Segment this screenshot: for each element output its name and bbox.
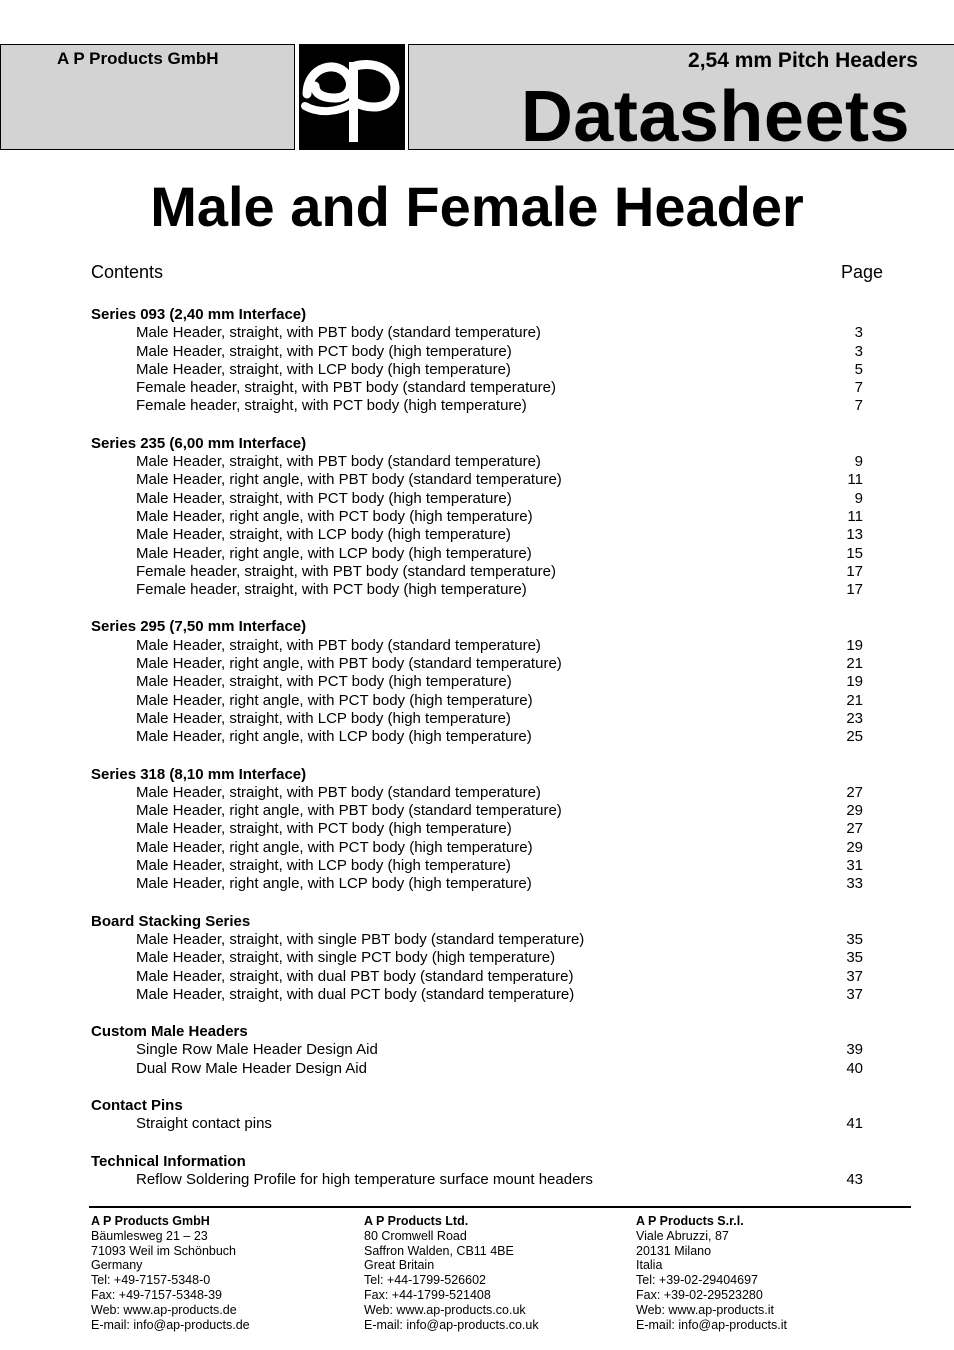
toc-section: [91, 766, 871, 894]
toc-entry-label: Male Header, straight, with PBT body (standard temperature): [136, 453, 541, 471]
footer-line: Bäumlesweg 21 – 23: [91, 1228, 208, 1243]
toc-entry[interactable]: [91, 839, 871, 857]
toc-entry[interactable]: [91, 710, 871, 728]
toc-entry-page: 7: [854, 397, 863, 415]
toc-section: [91, 1023, 871, 1078]
toc-entry-page: 5: [854, 360, 863, 378]
footer-email-link[interactable]: E-mail: info@ap-products.de: [91, 1317, 250, 1332]
toc-entry[interactable]: [91, 931, 871, 949]
toc-entry-page: 40: [846, 1059, 863, 1077]
footer-address-germany: [91, 1214, 250, 1332]
footer-line: Tel: +44-1799-526602: [364, 1273, 486, 1288]
header-company-box: [0, 44, 295, 150]
ap-logo-graphic: [299, 44, 405, 150]
toc-entry-page: 9: [854, 489, 863, 507]
toc-entry-label: Reflow Soldering Profile for high temperature surface mount headers: [136, 1170, 593, 1188]
toc-entry-page: 29: [846, 802, 863, 820]
footer-line: Fax: +44-1799-521408: [364, 1287, 491, 1302]
toc-entry-label: Male Header, straight, with dual PCT body (standard temperature): [136, 985, 575, 1003]
toc-entry-page: 19: [846, 636, 863, 654]
toc-entry[interactable]: [91, 1115, 871, 1133]
toc-entry-label: Male Header, right angle, with LCP body (high temperature): [136, 544, 532, 562]
toc-entry-label: Male Header, straight, with dual PBT body (standard temperature): [136, 967, 574, 985]
toc-entry-page: 13: [846, 526, 863, 544]
toc-entry-label: Female header, straight, with PCT body (high temperature): [136, 581, 527, 599]
toc-entry-page: 33: [846, 875, 863, 893]
toc-entry[interactable]: [91, 820, 871, 838]
toc-section-title: Contact Pins: [91, 1096, 183, 1114]
toc-entry-label: Male Header, straight, with LCP body (high temperature): [136, 526, 511, 544]
toc-entry[interactable]: [91, 471, 871, 489]
toc-entry[interactable]: [91, 784, 871, 802]
toc-entry[interactable]: [91, 453, 871, 471]
toc-entry[interactable]: [91, 397, 871, 415]
toc-section-title: Technical Information: [91, 1152, 246, 1170]
toc-entry-page: 27: [846, 783, 863, 801]
toc-entry[interactable]: [91, 692, 871, 710]
footer-line: Fax: +39-02-29523280: [636, 1287, 763, 1302]
toc-section: [91, 618, 871, 746]
toc-section-title: Board Stacking Series: [91, 912, 251, 930]
toc-entry[interactable]: [91, 968, 871, 986]
toc-entry[interactable]: [91, 802, 871, 820]
header-product-box: [408, 44, 954, 157]
footer-email-link[interactable]: E-mail: info@ap-products.it: [636, 1317, 787, 1332]
footer-web-link[interactable]: Web: www.ap-products.co.uk: [364, 1302, 526, 1317]
toc-entry-page: 17: [846, 581, 863, 599]
footer-company-name: A P Products S.r.l.: [636, 1214, 744, 1228]
toc-entry-page: 15: [846, 544, 863, 562]
toc-entry-page: 11: [847, 507, 863, 525]
toc-entry[interactable]: [91, 324, 871, 342]
toc-entry[interactable]: [91, 637, 871, 655]
toc-entry-label: Male Header, straight, with LCP body (high temperature): [136, 857, 511, 875]
toc-entry[interactable]: [91, 1171, 871, 1189]
footer-line: Viale Abruzzi, 87: [636, 1228, 729, 1243]
toc-entry-page: 11: [847, 471, 863, 489]
toc-entry-page: 37: [846, 967, 863, 985]
toc-entry[interactable]: [91, 343, 871, 361]
toc-entry[interactable]: [91, 857, 871, 875]
footer-web-link[interactable]: Web: www.ap-products.de: [91, 1302, 237, 1317]
page-column-heading: Page: [841, 262, 884, 282]
footer-line: Italia: [636, 1258, 663, 1273]
toc-entry-label: Single Row Male Header Design Aid: [136, 1041, 378, 1059]
toc-entry-page: 7: [854, 379, 863, 397]
toc-entry-page: 29: [846, 838, 863, 856]
product-line: 2,54 mm Pitch Headers: [688, 49, 918, 72]
toc-entry-label: Male Header, straight, with PBT body (standard temperature): [136, 324, 541, 342]
toc-entry-label: Male Header, straight, with PCT body (high temperature): [136, 342, 512, 360]
toc-entry-page: 37: [846, 985, 863, 1003]
footer-line: 20131 Milano: [636, 1243, 712, 1258]
doc-type-title: Datasheets: [520, 77, 910, 157]
page-title: Male and Female Header: [150, 175, 804, 238]
footer-line: 71093 Weil im Schönbuch: [91, 1243, 236, 1258]
toc-entry-label: Female header, straight, with PBT body (standard temperature): [136, 562, 556, 580]
toc-entry-label: Male Header, straight, with LCP body (high temperature): [136, 360, 511, 378]
toc-entry[interactable]: [91, 673, 871, 691]
toc-entry-page: 23: [846, 709, 863, 727]
toc-entry-label: Female header, straight, with PBT body (standard temperature): [136, 379, 556, 397]
toc-entry-page: 35: [846, 930, 863, 948]
company-name: A P Products GmbH: [57, 49, 219, 68]
toc-entry-page: 39: [846, 1041, 863, 1059]
toc-entry-label: Male Header, straight, with LCP body (high temperature): [136, 709, 511, 727]
table-of-contents: [91, 306, 871, 1208]
toc-entry-label: Male Header, right angle, with PCT body (high temperature): [136, 838, 533, 856]
toc-entry-label: Male Header, right angle, with PBT body (standard temperature): [136, 802, 562, 820]
toc-entry-page: 3: [854, 342, 863, 360]
footer-company-name: A P Products GmbH: [91, 1214, 210, 1228]
toc-section: [91, 913, 871, 1004]
toc-entry-page: 17: [846, 562, 863, 580]
toc-entry-label: Male Header, straight, with PBT body (standard temperature): [136, 783, 541, 801]
toc-section: [91, 435, 871, 600]
toc-section: [91, 1153, 871, 1190]
footer-email-link[interactable]: E-mail: info@ap-products.co.uk: [364, 1317, 539, 1332]
footer-company-name: A P Products Ltd.: [364, 1214, 469, 1228]
toc-entry[interactable]: [91, 581, 871, 599]
toc-entry-label: Male Header, straight, with PCT body (high temperature): [136, 489, 512, 507]
toc-entry-label: Straight contact pins: [136, 1115, 272, 1133]
toc-entry-label: Male Header, straight, with single PCT body (high temperature): [136, 949, 556, 967]
toc-entry-label: Male Header, right angle, with PCT body (high temperature): [136, 691, 533, 709]
toc-entry-label: Male Header, right angle, with PBT body (standard temperature): [136, 655, 562, 673]
toc-entry-page: 25: [846, 728, 863, 746]
toc-entry[interactable]: [91, 875, 871, 893]
toc-entry-label: Male Header, straight, with PBT body (standard temperature): [136, 636, 541, 654]
toc-section-title: Series 295 (7,50 mm Interface): [91, 618, 307, 636]
toc-section-title: Custom Male Headers: [91, 1023, 248, 1041]
toc-section: [91, 306, 871, 416]
contents-heading: Contents: [91, 262, 164, 282]
toc-entry-page: 21: [846, 655, 863, 673]
toc-entry-page: 27: [846, 820, 863, 838]
footer-line: Germany: [91, 1258, 143, 1273]
footer-divider: [89, 1206, 911, 1208]
toc-entry[interactable]: [91, 563, 871, 581]
footer-line: Great Britain: [364, 1258, 435, 1273]
toc-entry-label: Male Header, straight, with PCT body (high temperature): [136, 673, 512, 691]
toc-entry[interactable]: [91, 1041, 871, 1059]
footer-address-italy: [636, 1214, 787, 1332]
toc-entry-page: 31: [846, 857, 863, 875]
toc-section-title: Series 318 (8,10 mm Interface): [91, 765, 307, 783]
toc-entry-page: 21: [846, 691, 863, 709]
toc-section: [91, 1097, 871, 1134]
toc-entry-page: 43: [846, 1170, 863, 1188]
toc-entry-page: 19: [846, 673, 863, 691]
toc-entry[interactable]: [91, 526, 871, 544]
toc-entry-label: Male Header, right angle, with PBT body (standard temperature): [136, 471, 562, 489]
footer-line: Tel: +39-02-29404697: [636, 1273, 758, 1288]
toc-entry[interactable]: [91, 949, 871, 967]
toc-entry[interactable]: [91, 986, 871, 1004]
toc-entry-page: 3: [854, 324, 863, 342]
toc-entry[interactable]: [91, 545, 871, 563]
toc-entry-page: 41: [846, 1115, 863, 1133]
toc-entry-label: Male Header, right angle, with PCT body (high temperature): [136, 507, 533, 525]
toc-entry-label: Male Header, straight, with PCT body (high temperature): [136, 820, 512, 838]
toc-entry-page: 9: [854, 453, 863, 471]
toc-entry[interactable]: [91, 379, 871, 397]
footer-web-link[interactable]: Web: www.ap-products.it: [636, 1302, 775, 1317]
toc-entry[interactable]: [91, 1060, 871, 1078]
toc-entry-label: Female header, straight, with PCT body (high temperature): [136, 397, 527, 415]
footer-line: 80 Cromwell Road: [364, 1228, 467, 1243]
footer-line: Tel: +49-7157-5348-0: [91, 1273, 211, 1288]
footer-address-uk: [364, 1214, 539, 1332]
footer-line: Fax: +49-7157-5348-39: [91, 1287, 222, 1302]
footer-line: Saffron Walden, CB11 4BE: [364, 1243, 514, 1258]
toc-entry-label: Male Header, right angle, with LCP body (high temperature): [136, 728, 532, 746]
toc-entry[interactable]: [91, 490, 871, 508]
toc-section-title: Series 093 (2,40 mm Interface): [91, 306, 307, 323]
toc-entry-page: 35: [846, 949, 863, 967]
toc-entry-label: Male Header, straight, with single PBT body (standard temperature): [136, 930, 585, 948]
ap-logo-icon: [299, 44, 405, 150]
toc-entry-label: Dual Row Male Header Design Aid: [136, 1059, 367, 1077]
toc-entry[interactable]: [91, 361, 871, 379]
toc-entry[interactable]: [91, 508, 871, 526]
toc-entry[interactable]: [91, 655, 871, 673]
toc-entry-label: Male Header, right angle, with LCP body (high temperature): [136, 875, 532, 893]
toc-entry[interactable]: [91, 728, 871, 746]
toc-section-title: Series 235 (6,00 mm Interface): [91, 434, 307, 452]
